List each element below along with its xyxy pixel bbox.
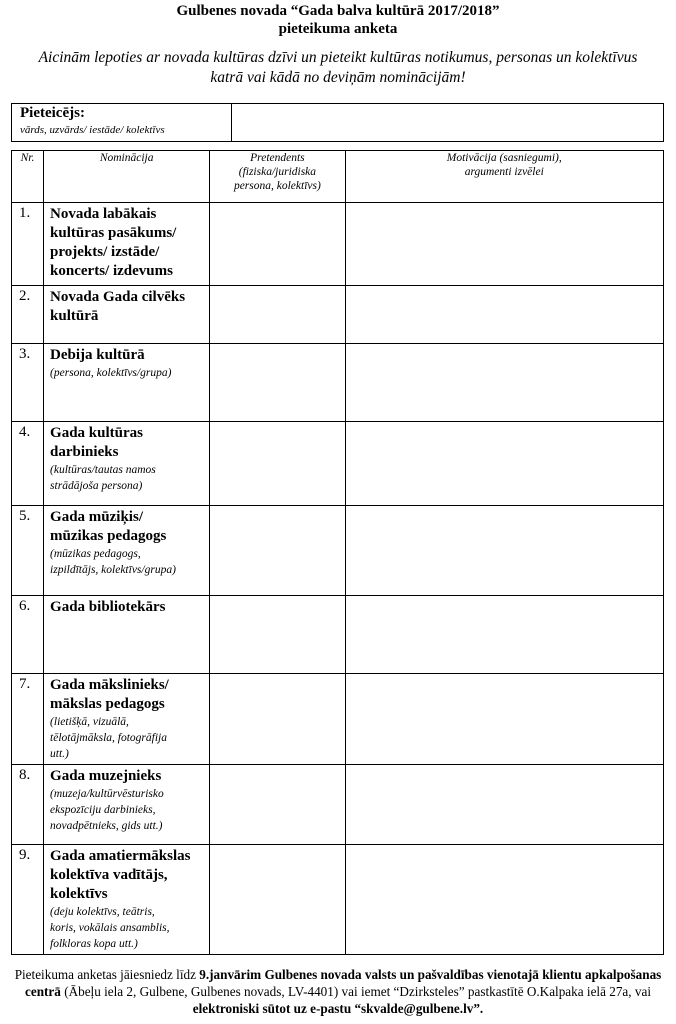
nomination-description: strādājoša persona) <box>50 480 143 492</box>
row-number: 5. <box>12 506 44 596</box>
nomination-title: Gada mākslinieks/ <box>50 677 169 693</box>
nomination-description: koris, vokālais ansamblis, <box>50 922 170 934</box>
row-number: 4. <box>12 422 44 506</box>
applicant-label-cell <box>12 104 232 141</box>
nomination-cell <box>44 344 210 422</box>
motivation-input[interactable] <box>345 596 664 674</box>
row-number: 8. <box>12 765 44 845</box>
nomination-cell <box>44 765 210 845</box>
motivation-input[interactable] <box>345 344 664 422</box>
table-row <box>12 596 664 674</box>
table-row <box>12 765 664 845</box>
nomination-description: novadpētnieks, gids utt.) <box>50 820 163 832</box>
nomination-title: Gada bibliotekārs <box>50 599 166 615</box>
nomination-table <box>11 150 664 955</box>
nomination-cell <box>44 286 210 344</box>
nomination-cell <box>44 845 210 955</box>
form-subtitle: pieteikuma anketa <box>278 21 398 37</box>
pretendents-input[interactable] <box>210 344 345 422</box>
header-motivation: Motivācija (sasniegumi), argumenti izvēlei <box>345 151 664 203</box>
motivation-input[interactable] <box>345 506 664 596</box>
table-row <box>12 203 664 286</box>
nomination-title: mākslas pedagogs <box>50 696 165 712</box>
table-row <box>12 286 664 344</box>
table-header-row <box>12 151 664 203</box>
header-nomination: Nominācija <box>44 151 210 203</box>
nomination-title: Novada Gada cilvēks <box>50 289 186 305</box>
nomination-title: koncerts/ izdevums <box>50 263 173 279</box>
row-number: 3. <box>12 344 44 422</box>
table-row <box>12 422 664 506</box>
nomination-description: tēlotājmāksla, fotogrāfija <box>50 732 167 744</box>
applicant-label: Pieteicējs: <box>20 105 85 121</box>
nomination-description: folkloras kopa utt.) <box>50 938 138 950</box>
intro-line-1: Aicinām lepoties ar novada kultūras dzīvi un pieteikt kultūras notikumus, personas un kolektīvus <box>38 49 638 66</box>
motivation-input[interactable] <box>345 765 664 845</box>
nomination-title: Debija kultūrā <box>50 347 145 363</box>
applicant-box <box>11 103 664 142</box>
pretendents-input[interactable] <box>210 506 345 596</box>
table-row <box>12 845 664 955</box>
nomination-description: utt.) <box>50 748 69 760</box>
form-title: Gulbenes novada “Gada balva kultūrā 2017/2018” <box>176 3 500 19</box>
nomination-cell <box>44 674 210 765</box>
table-row <box>12 506 664 596</box>
motivation-input[interactable] <box>345 422 664 506</box>
motivation-input[interactable] <box>345 674 664 765</box>
pretendents-input[interactable] <box>210 596 345 674</box>
nomination-cell <box>44 596 210 674</box>
nomination-description: (persona, kolektīvs/grupa) <box>50 367 172 379</box>
nomination-title: kultūras pasākums/ <box>50 225 177 241</box>
nomination-cell <box>44 422 210 506</box>
nomination-description: (deju kolektīvs, teātris, <box>50 906 155 918</box>
nomination-description: ekspozīciju darbinieks, <box>50 804 156 816</box>
motivation-input[interactable] <box>345 203 664 286</box>
intro-text <box>8 48 668 88</box>
nomination-title: mūzikas pedagogs <box>50 528 167 544</box>
pretendents-input[interactable] <box>210 422 345 506</box>
pretendents-input[interactable] <box>210 674 345 765</box>
row-number: 2. <box>12 286 44 344</box>
nomination-title: Gada muzejnieks <box>50 768 162 784</box>
nomination-description: (muzeja/kultūrvēsturisko <box>50 788 164 800</box>
nomination-title: projekts/ izstāde/ <box>50 244 160 260</box>
row-number: 1. <box>12 203 44 286</box>
nomination-title: Novada labākais <box>50 206 157 222</box>
nomination-description: izpildītājs, kolektīvs/grupa) <box>50 564 176 576</box>
header-pretendents: Pretendents (fiziska/juridiska persona, kolektīvs) <box>210 151 345 203</box>
pretendents-input[interactable] <box>210 845 345 955</box>
nomination-title: kultūrā <box>50 308 99 324</box>
intro-line-2: katrā vai kādā no deviņām nominācijām! <box>210 69 466 86</box>
table-row <box>12 674 664 765</box>
row-number: 9. <box>12 845 44 955</box>
applicant-input[interactable] <box>233 104 663 141</box>
nomination-cell <box>44 203 210 286</box>
nomination-title: darbinieks <box>50 444 119 460</box>
nomination-title: kolektīva vadītājs, <box>50 867 168 883</box>
row-number: 6. <box>12 596 44 674</box>
nomination-title: Gada kultūras <box>50 425 143 441</box>
nomination-title: Gada mūziķis/ <box>50 509 143 525</box>
nomination-title: Gada amatiermākslas <box>50 848 191 864</box>
applicant-sublabel: vārds, uzvārds/ iestāde/ kolektīvs <box>20 124 165 136</box>
motivation-input[interactable] <box>345 286 664 344</box>
header-nr: Nr. <box>12 151 44 203</box>
motivation-input[interactable] <box>345 845 664 955</box>
nomination-cell <box>44 506 210 596</box>
submission-instructions: Pieteikuma anketas jāiesniedz līdz 9.janvārim Gulbenes novada valsts un pašvaldības vienotajā klientu apkalpošanas centrā (Ābeļu iela 2, Gulbene, Gulbenes novads, LV-4401) vai iemet “Dzirksteles” pastkastītē O.Kalpaka ielā 27a, vai elektroniski sūtot uz e-pastu “skvalde@gulbene.lv”. <box>14 967 662 1016</box>
nomination-description: (lietišķā, vizuālā, <box>50 716 129 728</box>
table-row <box>12 344 664 422</box>
pretendents-input[interactable] <box>210 286 345 344</box>
row-number: 7. <box>12 674 44 765</box>
pretendents-input[interactable] <box>210 765 345 845</box>
pretendents-input[interactable] <box>210 203 345 286</box>
nomination-description: (kultūras/tautas namos <box>50 464 156 476</box>
nomination-description: (mūzikas pedagogs, <box>50 548 141 560</box>
nomination-title: kolektīvs <box>50 886 108 902</box>
